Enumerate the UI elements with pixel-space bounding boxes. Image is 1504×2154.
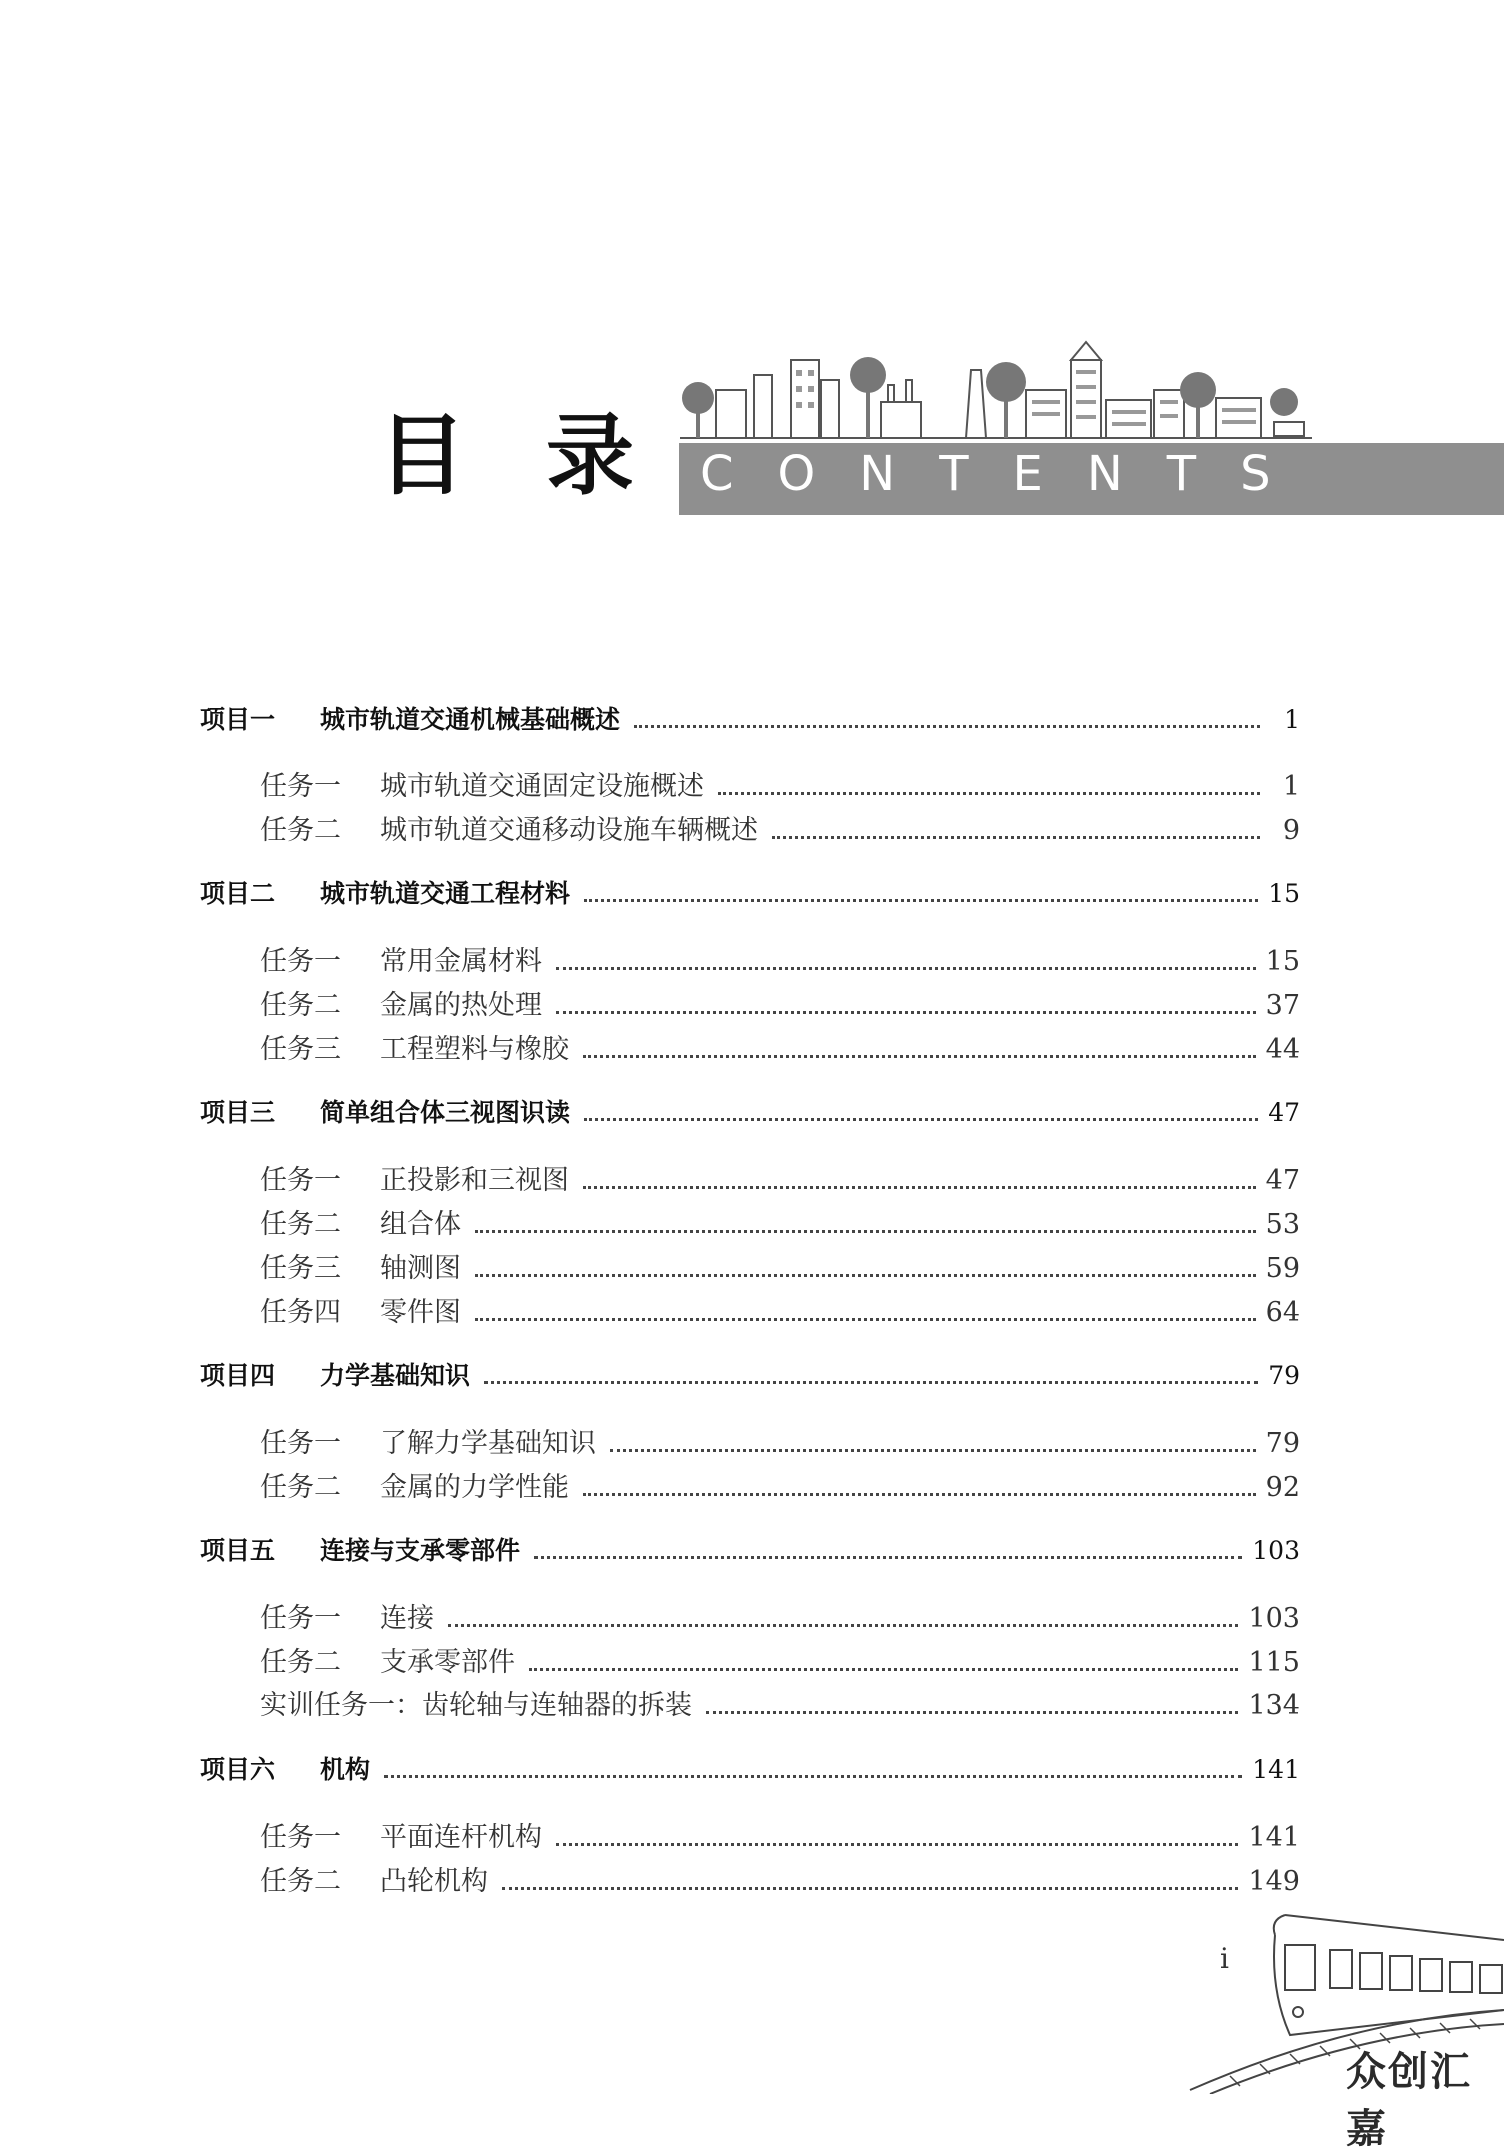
toc-entry-title: 连接与支承零部件 bbox=[320, 1536, 521, 1565]
toc-entry-page: 79 bbox=[1265, 1428, 1300, 1459]
toc-entry-title: 金属的热处理 bbox=[380, 990, 542, 1021]
dot-leader bbox=[583, 1493, 1256, 1496]
toc-entry-title: 城市轨道交通固定设施概述 bbox=[380, 771, 704, 802]
dot-leader bbox=[448, 1624, 1238, 1627]
toc-entry-page: 103 bbox=[1252, 1536, 1300, 1565]
toc-entry-number: 项目三 bbox=[200, 1098, 276, 1127]
toc-entry-number: 任务二 bbox=[260, 1647, 341, 1678]
toc-entry-project-6[interactable] bbox=[200, 1750, 1300, 1790]
dot-leader bbox=[529, 1668, 1238, 1671]
toc-entry-task[interactable] bbox=[200, 1421, 1300, 1461]
toc-entry-title: 机构 bbox=[320, 1755, 371, 1784]
toc-entry-title: 正投影和三视图 bbox=[380, 1165, 569, 1196]
dot-leader bbox=[556, 967, 1256, 970]
toc-entry-page: 15 bbox=[1268, 879, 1300, 908]
dot-leader bbox=[384, 1775, 1242, 1778]
toc-entry-number: 任务二 bbox=[260, 815, 341, 846]
toc-entry-title: 城市轨道交通工程材料 bbox=[320, 879, 571, 908]
toc-entry-task[interactable] bbox=[200, 1202, 1300, 1242]
dot-leader bbox=[706, 1711, 1238, 1714]
toc-entry-title: 常用金属材料 bbox=[380, 946, 542, 977]
toc-entry-number: 项目五 bbox=[200, 1536, 276, 1565]
toc-entry-task[interactable] bbox=[200, 1859, 1300, 1899]
toc-entry-page: 53 bbox=[1265, 1209, 1300, 1240]
toc-entry-page: 15 bbox=[1265, 946, 1300, 977]
toc-entry-page: 9 bbox=[1282, 815, 1300, 846]
toc-entry-number: 任务一 bbox=[260, 1603, 341, 1634]
toc-entry-number: 任务三 bbox=[260, 1034, 341, 1065]
toc-entry-number: 项目六 bbox=[200, 1755, 276, 1784]
toc-entry-page: 44 bbox=[1265, 1034, 1300, 1065]
toc-entry-number: 项目一 bbox=[200, 705, 276, 734]
toc-entry-title: 轴测图 bbox=[380, 1253, 461, 1284]
dot-leader bbox=[534, 1556, 1242, 1559]
toc-entry-number: 任务二 bbox=[260, 1472, 341, 1503]
toc-entry-number: 任务一 bbox=[260, 771, 341, 802]
dot-leader bbox=[583, 1186, 1256, 1189]
toc-entry-title: 凸轮机构 bbox=[380, 1866, 488, 1897]
toc-entry-task[interactable] bbox=[200, 1465, 1300, 1505]
toc-entry-task[interactable] bbox=[200, 1027, 1300, 1067]
dot-leader bbox=[556, 1843, 1238, 1846]
toc-entry-project-2[interactable] bbox=[200, 874, 1300, 914]
toc-entry-number: 任务二 bbox=[260, 990, 341, 1021]
city-skyline-illustration bbox=[676, 330, 1316, 445]
toc-entry-page: 141 bbox=[1248, 1822, 1300, 1853]
toc-entry-page: 64 bbox=[1265, 1297, 1300, 1328]
toc-entry-page: 59 bbox=[1265, 1253, 1300, 1284]
toc-entry-title: 城市轨道交通移动设施车辆概述 bbox=[380, 815, 758, 846]
toc-entry-task[interactable] bbox=[200, 1290, 1300, 1330]
toc-entry-practical-task[interactable] bbox=[200, 1683, 1300, 1723]
toc-entry-number: 任务一 bbox=[260, 1428, 341, 1459]
page-header bbox=[0, 0, 1504, 560]
toc-entry-title: 实训任务一：齿轮轴与连轴器的拆装 bbox=[260, 1690, 692, 1721]
toc-entry-page: 47 bbox=[1265, 1165, 1300, 1196]
toc-entry-title: 金属的力学性能 bbox=[380, 1472, 569, 1503]
toc-entry-number: 任务四 bbox=[260, 1297, 341, 1328]
dot-leader bbox=[475, 1318, 1256, 1321]
toc-entry-page: 1 bbox=[1282, 771, 1300, 802]
toc-entry-project-5[interactable] bbox=[200, 1531, 1300, 1571]
toc-entry-title: 平面连杆机构 bbox=[380, 1822, 542, 1853]
toc-entry-title: 工程塑料与橡胶 bbox=[380, 1034, 569, 1065]
toc-entry-page: 79 bbox=[1268, 1361, 1300, 1390]
page-number: i bbox=[1220, 1942, 1229, 1975]
dot-leader bbox=[475, 1274, 1256, 1277]
toc-entry-number: 任务一 bbox=[260, 946, 341, 977]
toc-entry-page: 141 bbox=[1252, 1755, 1300, 1784]
toc-entry-task[interactable] bbox=[200, 1640, 1300, 1680]
toc-entry-task[interactable] bbox=[200, 808, 1300, 848]
dot-leader bbox=[772, 836, 1260, 839]
toc-entry-task[interactable] bbox=[200, 1815, 1300, 1855]
toc-entry-page: 134 bbox=[1248, 1690, 1300, 1721]
dot-leader bbox=[583, 1055, 1256, 1058]
toc-entry-page: 103 bbox=[1248, 1603, 1300, 1634]
dot-leader bbox=[584, 1118, 1258, 1121]
toc-entry-number: 任务三 bbox=[260, 1253, 341, 1284]
dot-leader bbox=[502, 1887, 1238, 1890]
contents-title-char-2: 录 bbox=[546, 404, 635, 507]
toc-entry-task[interactable] bbox=[200, 939, 1300, 979]
toc-entry-task[interactable] bbox=[200, 764, 1300, 804]
toc-entry-title: 支承零部件 bbox=[380, 1647, 515, 1678]
dot-leader bbox=[584, 899, 1258, 902]
dot-leader bbox=[718, 792, 1260, 795]
toc-entry-task[interactable] bbox=[200, 1246, 1300, 1286]
toc-entry-number: 任务二 bbox=[260, 1209, 341, 1240]
toc-entry-title: 组合体 bbox=[380, 1209, 461, 1240]
toc-entry-page: 149 bbox=[1248, 1866, 1300, 1897]
toc-entry-number: 项目二 bbox=[200, 879, 276, 908]
toc-entry-title: 力学基础知识 bbox=[320, 1361, 471, 1390]
toc-entry-title: 连接 bbox=[380, 1603, 434, 1634]
toc-entry-title: 了解力学基础知识 bbox=[380, 1428, 596, 1459]
toc-entry-page: 1 bbox=[1284, 705, 1300, 734]
toc-entry-page: 37 bbox=[1265, 990, 1300, 1021]
watermark-text: 众创汇嘉 bbox=[1346, 2049, 1472, 2152]
toc-entry-project-3[interactable] bbox=[200, 1093, 1300, 1133]
dot-leader bbox=[484, 1381, 1258, 1384]
contents-subtitle: CONTENTS bbox=[700, 446, 1315, 502]
dot-leader bbox=[475, 1230, 1256, 1233]
toc-entry-page: 92 bbox=[1265, 1472, 1300, 1503]
toc-entry-title: 城市轨道交通机械基础概述 bbox=[320, 705, 621, 734]
toc-entry-task[interactable] bbox=[200, 1596, 1300, 1636]
dot-leader bbox=[634, 725, 1260, 728]
toc-entry-number: 任务一 bbox=[260, 1165, 341, 1196]
toc-entry-title: 零件图 bbox=[380, 1297, 461, 1328]
toc-entry-number: 任务一 bbox=[260, 1822, 341, 1853]
toc-entry-title: 简单组合体三视图识读 bbox=[320, 1098, 571, 1127]
toc-entry-number: 任务二 bbox=[260, 1866, 341, 1897]
toc-entry-project-4[interactable] bbox=[200, 1356, 1300, 1396]
toc-entry-page: 47 bbox=[1268, 1098, 1300, 1127]
toc-entry-number: 项目四 bbox=[200, 1361, 276, 1390]
toc-entry-page: 115 bbox=[1248, 1647, 1300, 1678]
contents-title-char-1: 目 bbox=[378, 404, 467, 507]
toc-entry-task[interactable] bbox=[200, 983, 1300, 1023]
dot-leader bbox=[610, 1449, 1256, 1452]
toc-entry-project-1[interactable] bbox=[200, 700, 1300, 740]
toc-entry-task[interactable] bbox=[200, 1158, 1300, 1198]
dot-leader bbox=[556, 1011, 1256, 1014]
